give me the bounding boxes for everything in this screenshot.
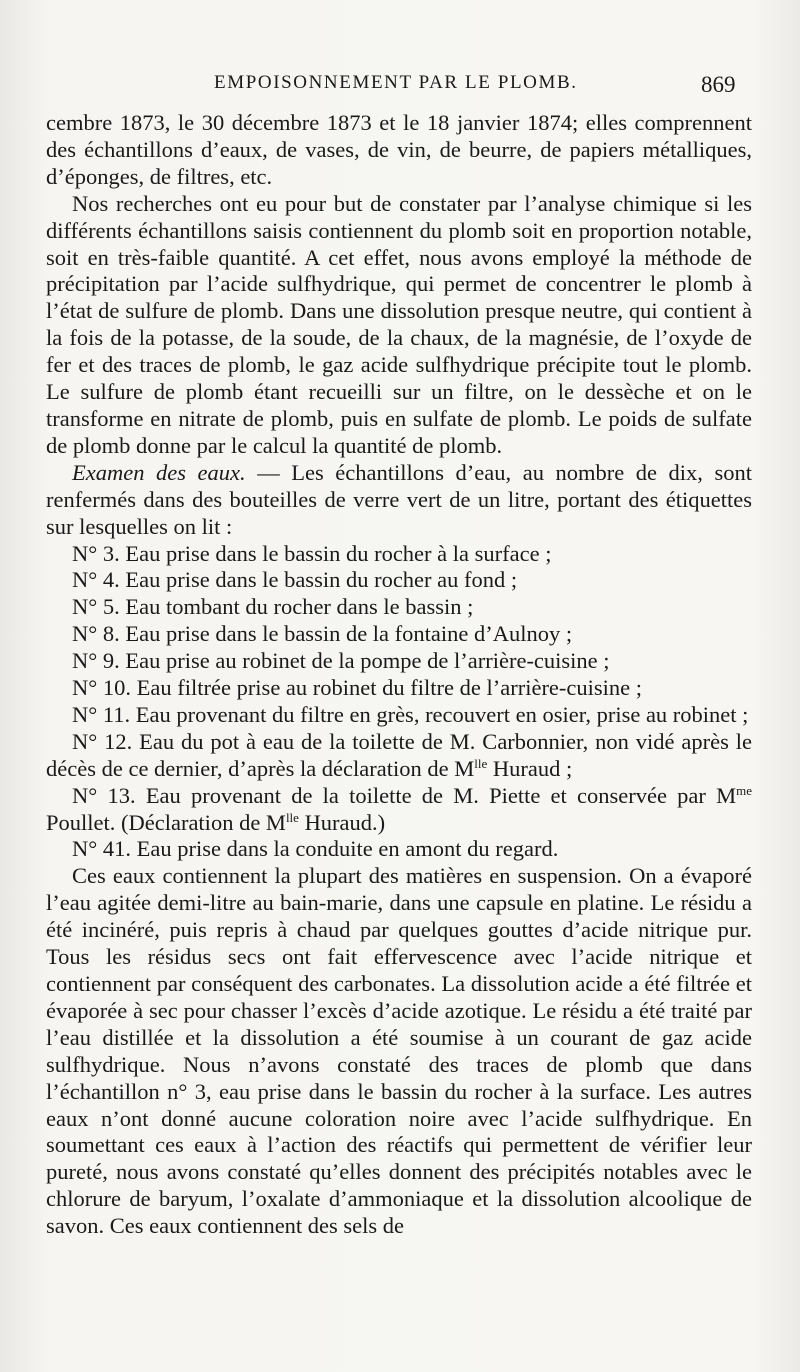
sample-text-end: Huraud.) bbox=[298, 809, 386, 835]
sample-number: N° 4. bbox=[72, 567, 120, 593]
sample-text: Eau provenant de la toilette de M. Piette et conservée par M bbox=[145, 782, 737, 808]
sample-text: Eau prise dans le bassin du rocher à la surface ; bbox=[125, 540, 552, 566]
sample-number: N° 8. bbox=[72, 621, 120, 647]
sample-item-13 bbox=[46, 783, 752, 837]
sample-item bbox=[46, 541, 752, 568]
sample-item bbox=[46, 702, 752, 729]
paragraph-method: Nos recherches ont eu pour but de constater par l’analyse chimique si les différents échantillons saisis contiennent du plomb soit en proportion notable, soit en très-faible quantité. A cet effet, nous avons employé la méthode de précipitation par l’acide sulfhydrique, qui permet de concentrer le plomb à l’état de sulfure de plomb. Dans une dissolution presque neutre, qui contient à la fois de la potasse, de la soude, de la chaux, de la magnésie, de l’oxyde de fer et des traces de plomb, le gaz acide sulfhydrique précipite tout le plomb. Le sulfure de plomb étant recueilli sur un filtre, on le dessèche et on le transforme en nitrate de plomb, puis en sulfate de plomb. Le poids de sulfate de plomb donne par le calcul la quantité de plomb. bbox=[46, 190, 752, 458]
sample-number: N° 5. bbox=[72, 594, 120, 620]
sample-number: N° 11. bbox=[72, 701, 131, 727]
sample-text: Eau prise dans la conduite en amont du regard. bbox=[136, 836, 559, 862]
paragraph-water-exam bbox=[46, 460, 752, 541]
section-lead-text: — Les échantillons d’eau, au nombre de dix, sont renfermés dans des bouteilles de verre vert de un litre, portant des étiquettes sur lesquelles on lit : bbox=[46, 459, 752, 539]
title-abbrev: me bbox=[736, 782, 752, 798]
sample-item bbox=[46, 594, 752, 621]
sample-item-12 bbox=[46, 729, 752, 783]
page-number: 869 bbox=[701, 72, 736, 97]
sample-text: Eau prise dans le bassin du rocher au fond ; bbox=[125, 567, 518, 593]
sample-number: N° 12. bbox=[72, 728, 133, 754]
sample-number: N° 13. bbox=[72, 782, 136, 808]
sample-item bbox=[46, 567, 752, 594]
paragraph-continued: cembre 1873, le 30 décembre 1873 et le 18 janvier 1874; elles comprennent des échantillons d’eaux, de vases, de vin, de beurre, de papiers métalliques, d’éponges, de filtres, etc. bbox=[46, 110, 752, 189]
section-lead: Examen des eaux. bbox=[72, 459, 246, 485]
sample-text: Eau prise dans le bassin de la fontaine d’Aulnoy ; bbox=[125, 621, 573, 647]
sample-item bbox=[46, 648, 752, 675]
sample-text: Eau du pot à eau de la toilette de M. Carbonnier, non vidé après le décès de ce dernier, d’après la déclaration de M bbox=[46, 728, 752, 781]
paragraph-results: Ces eaux contiennent la plupart des matières en suspension. On a évaporé l’eau agitée demi-litre au bain-marie, dans une capsule en platine. Le résidu a été incinéré, puis repris à chaud par quelques gouttes d’acide nitrique pur. Tous les résidus secs ont fait effervescence avec l’acide nitrique et contiennent par conséquent des carbonates. La dissolution acide a été filtrée et évaporée à sec pour chasser l’excès d’acide azotique. Le résidu a été traité par l’eau distillée et la dissolution a été soumise à un courant de gaz acide sulfhydrique. Nous n’avons constaté des traces de plomb que dans l’échantillon n° 3, eau prise dans le bassin du rocher à la surface. Les autres eaux n’ont donné aucune coloration noire avec l’acide sulfhydrique. En soumettant ces eaux à l’action des réactifs qui permettent de vérifier leur pureté, nous avons constaté qu’elles donnent des précipités notables avec le chlorure de baryum, l’oxalate d’ammoniaque et la dissolution alcoolique de savon. Ces eaux contiennent des sels de bbox=[46, 863, 752, 1239]
title-abbrev: lle bbox=[285, 809, 299, 825]
page-header bbox=[0, 62, 800, 102]
sample-number: N° 10. bbox=[72, 675, 131, 701]
sample-text: Eau filtrée prise au robinet du filtre de l’arrière-cuisine ; bbox=[136, 675, 643, 701]
title-abbrev: lle bbox=[474, 755, 488, 771]
running-title: EMPOISONNEMENT PAR LE PLOMB. bbox=[214, 72, 578, 93]
sample-text-end: Huraud ; bbox=[487, 755, 573, 781]
sample-item bbox=[46, 621, 752, 648]
sample-number: N° 3. bbox=[72, 540, 120, 566]
sample-item bbox=[46, 675, 752, 702]
sample-number: N° 41. bbox=[72, 836, 131, 862]
sample-text: Eau prise au robinet de la pompe de l’arrière-cuisine ; bbox=[125, 648, 610, 674]
sample-text: Eau tombant du rocher dans le bassin ; bbox=[125, 594, 474, 620]
sample-item-41 bbox=[46, 836, 752, 863]
sample-text: Eau provenant du filtre en grès, recouvert en osier, prise au robinet ; bbox=[135, 701, 749, 727]
sample-number: N° 9. bbox=[72, 648, 120, 674]
sample-text-mid: Poullet. (Déclaration de M bbox=[46, 809, 286, 835]
body-text bbox=[46, 110, 752, 1240]
